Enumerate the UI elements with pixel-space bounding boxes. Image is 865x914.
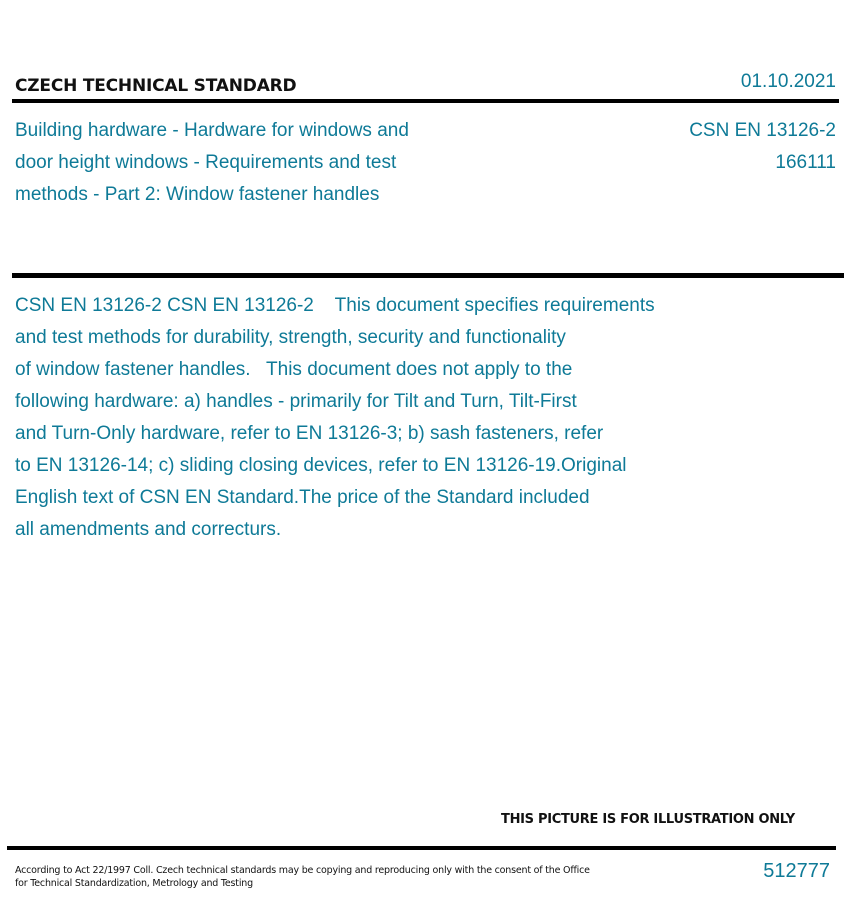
publication-date: 01.10.2021 — [740, 71, 836, 92]
illustration-note: THIS PICTURE IS FOR ILLUSTRATION ONLY — [501, 812, 795, 827]
standard-title-line: Building hardware - Hardware for windows and — [15, 120, 409, 141]
description-line: and Turn-Only hardware, refer to EN 13126-3; b) sash fasteners, refer — [15, 423, 604, 444]
classification-number: 166111 — [775, 152, 836, 173]
document-heading: CZECH TECHNICAL STANDARD — [15, 76, 297, 96]
standard-title — [15, 115, 485, 211]
description-line: and test methods for durability, strength, security and functionality — [15, 327, 566, 348]
legal-notice — [15, 864, 595, 890]
footer-divider — [7, 846, 836, 850]
standard-identifiers — [689, 115, 836, 179]
description-line: English text of CSN EN Standard.The price of the Standard included — [15, 487, 590, 508]
catalog-number: 512777 — [763, 860, 830, 882]
title-divider — [12, 273, 844, 278]
legal-line: for Technical Standardization, Metrology and Testing — [15, 878, 253, 889]
description-line: to EN 13126-14; c) sliding closing devices, refer to EN 13126-19.Original — [15, 455, 627, 476]
description-line: all amendments and correcturs. — [15, 519, 282, 540]
description-line: following hardware: a) handles - primarily for Tilt and Turn, Tilt-First — [15, 391, 577, 412]
standard-code: CSN EN 13126-2 — [689, 120, 836, 141]
standard-title-line: methods - Part 2: Window fastener handles — [15, 184, 380, 205]
standard-description — [15, 290, 755, 546]
standard-title-line: door height windows - Requirements and test — [15, 152, 397, 173]
legal-line: According to Act 22/1997 Coll. Czech technical standards may be copying and reproducing only with the consent of the Office — [15, 865, 590, 876]
description-line: CSN EN 13126-2 CSN EN 13126-2 This document specifies requirements — [15, 295, 655, 316]
description-line: of window fastener handles. This document does not apply to the — [15, 359, 573, 380]
header-divider — [12, 99, 839, 103]
